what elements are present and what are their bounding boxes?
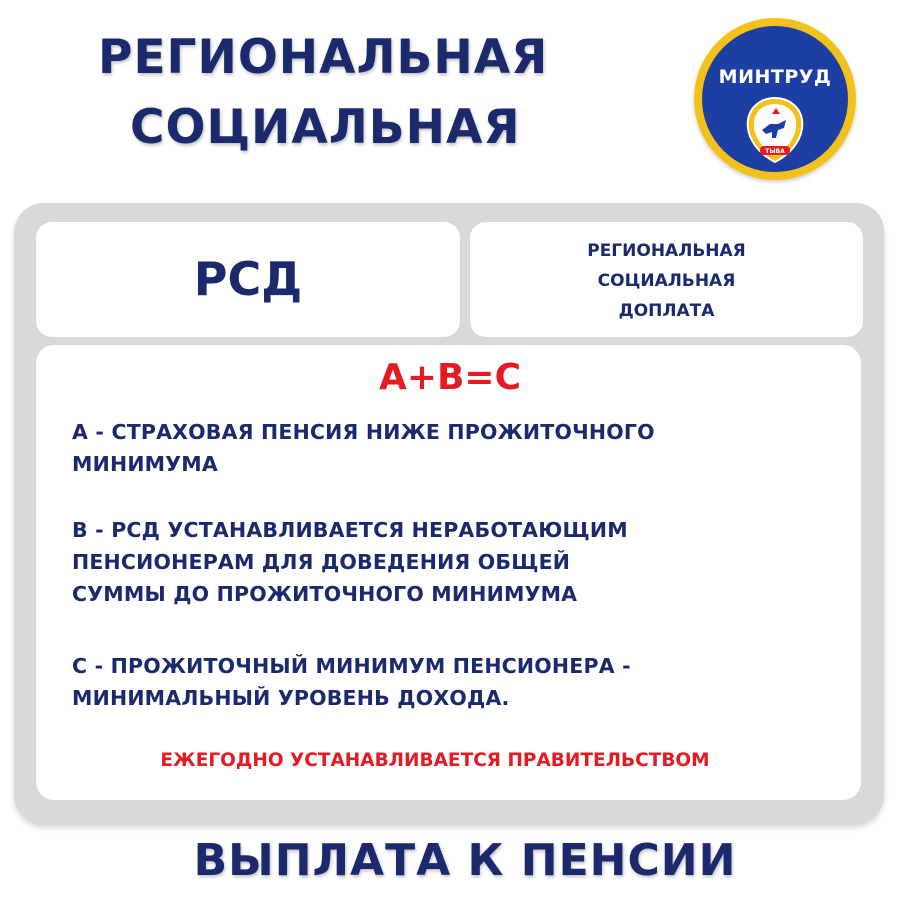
definition-a-line-2: МИНИМУМА [72, 452, 218, 476]
annual-note: ЕЖЕГОДНО УСТАНАВЛИВАЕТСЯ ПРАВИТЕЛЬСТВОМ [160, 750, 710, 771]
abbreviation-full-line-2: СОЦИАЛЬНАЯ [597, 271, 736, 291]
definition-c [72, 650, 842, 714]
emblem-icon [742, 94, 808, 166]
title-line-1: РЕГИОНАЛЬНАЯ [98, 30, 549, 85]
definition-a-line-1: А - СТРАХОВАЯ ПЕНСИЯ НИЖЕ ПРОЖИТОЧНОГО [72, 420, 655, 444]
definition-c-line-1: С - ПРОЖИТОЧНЫЙ МИНИМУМ ПЕНСИОНЕРА - [72, 654, 631, 678]
abbreviation-full-line-1: РЕГИОНАЛЬНАЯ [587, 241, 746, 261]
abbreviation-full-box [470, 222, 863, 337]
ministry-logo [694, 18, 856, 180]
title-line-2: СОЦИАЛЬНАЯ [130, 100, 521, 155]
definition-b-line-1: В - РСД УСТАНАВЛИВАЕТСЯ НЕРАБОТАЮЩИМ [72, 518, 628, 542]
footer-title: ВЫПЛАТА К ПЕНСИИ [193, 835, 737, 886]
definition-a [72, 416, 842, 480]
formula: А+В=С [378, 357, 522, 398]
abbreviation-short: РСД [193, 252, 303, 306]
abbreviation-box [36, 222, 460, 337]
abbreviation-full [470, 236, 863, 326]
abbreviation-full-line-3: ДОПЛАТА [618, 301, 715, 321]
definition-c-line-2: МИНИМАЛЬНЫЙ УРОВЕНЬ ДОХОДА. [72, 686, 510, 710]
definition-b-line-3: СУММЫ ДО ПРОЖИТОЧНОГО МИНИМУМА [72, 582, 578, 606]
definition-b [72, 514, 842, 610]
logo-text: МИНТРУД [718, 66, 832, 88]
emblem-label: ТЫВА [765, 148, 785, 155]
definition-b-line-2: ПЕНСИОНЕРАМ ДЛЯ ДОВЕДЕНИЯ ОБЩЕЙ [72, 550, 571, 574]
